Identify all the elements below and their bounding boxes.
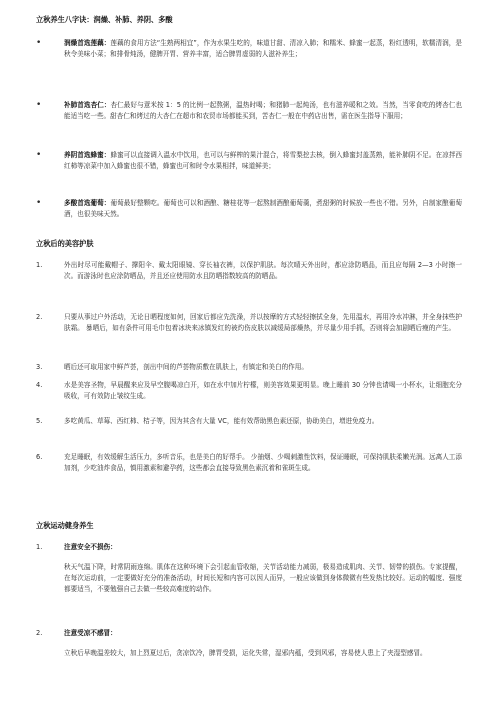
item-text: 水是美容圣物，早晨醒来应及早空腹喝凉白开，如在水中加片柠檬，则美容效果更明显。晚上睡前 30 分钟也请喝一小杯水，让细胞充分吸收，可有效防止皱纹生成。 [64,381,462,401]
item-number: 2. [36,629,43,637]
item-number: 1. [36,261,43,269]
section-title-autumn-tips: 立秋养生八字诀：润燥、补肺、养阴、多酸 [36,15,173,24]
list-item [36,452,462,474]
list-item [36,100,462,122]
item-text: 多吃黄瓜、草莓、西红柿、桔子等，因为其含有大量 VC，能有效帮助黑色素还原，协助美白，增进免疫力。 [64,417,379,425]
item-number: 1. [36,543,43,551]
list-item [36,150,462,172]
item-text: 葡萄最好整颗吃。葡萄也可以和酒酿、糖桂花等一起熬制酒酿葡萄羹，煮甜粥的时候放一些也不错。另外，自制家酿葡萄酒，也很美味天然。 [64,199,463,219]
item-text: 莲藕的食用方法“生熟两相宜”，作为水果生吃的，味道甘甜、清凉入肺；和糯米、蜂蜜一起蒸，粉红透明，软糯清润，是秋令美味小菜；和排骨炖汤，健脾开胃、营养丰富，适合脾胃虚弱的人滋补养生； [64,39,462,59]
list-item [36,542,462,553]
section-title-skincare: 立秋后的美容护肤 [36,239,94,248]
item-keyword: 多酸首选葡萄： [64,199,111,207]
bullet-icon: • [36,150,42,160]
bullet-icon: • [36,38,42,48]
item-keyword: 润燥首选莲藕： [64,39,111,47]
item-text: 杏仁最好与薏米按 1：5 的比例一起熬粥，温热时喝；和猪肺一起炖汤，也有滋养暖和之效。当然，当零食吃的烤杏仁也能适当吃一些。甜杏仁和烤过的大杏仁在超市和农贸市场都能买到，苦杏仁一般在中药店出售，需在医生指导下服用； [64,101,462,121]
item-number: 6. [36,453,43,461]
bullet-icon: • [36,198,42,208]
list-item [36,628,462,639]
list-item-body [36,648,462,659]
list-item [36,362,462,373]
item-keyword: 补肺首选杏仁： [64,101,111,109]
item-subtitle: 注意受凉不感冒： [64,629,117,637]
item-text: 秋天气温下降，时常阴雨连绵。肌体在这种环境下会引起血管收缩，关节活动能力减弱，极易造成肌肉、关节、韧带的损伤。专家提醒，在每次运动前，一定要做好充分的准备活动，时间长短和内容可以因人而异，一般应该做到身体微微有些发热比较好。运动的幅度、强度都要适当，不要勉强自己去做一些较高难度的动作。 [64,563,462,594]
item-number: 2. [36,313,43,321]
list-item [36,312,462,334]
list-item [36,380,462,402]
item-text: 立秋后早晚温差较大，加上烈夏过后，贪凉饮冷，脾胃受损，运化失常，湿邪内蕴，受到风邪，容易使人患上了夹湿型感冒。 [64,649,427,657]
list-item [36,198,462,220]
item-number: 5. [36,417,43,425]
list-item [36,38,462,60]
list-item [36,260,462,282]
bullet-icon: • [36,100,42,110]
item-text: 外出时尽可能戴帽子、撑阳伞、戴太阳眼镜、穿长袖衣裤，以保护肌肤。每次晴天外出时，都应涂防晒品，而且应每隔 2—3 小时擦一次。而游泳时也应涂防晒品，并且还应使用防水且防晒指数较高的防晒品。 [64,261,462,281]
item-text: 蜂蜜可以直接调入温水中饮用，也可以与鲜榨的果汁混合，将雪梨挖去核，倒入蜂蜜封盖蒸熟，能补肺阴不足。在凉拌西红柿等凉菜中加入蜂蜜也很不错，蜂蜜也可和时令水果相拌，味道鲜美； [64,151,463,171]
list-item-body [36,562,462,596]
item-text: 充足睡眠，有效缓解生活压力，多听音乐，也是美白的好帮手。 少抽烟、少喝刺激性饮料，保证睡眠，可保持肌肤柔嫩光润。远离人工添加剂，少吃油炸食品，慎用激素和避孕药，这些都会直接导致黑色素沉着和雀斑生成。 [64,453,462,473]
item-number: 4. [36,381,43,389]
section-title-exercise: 立秋运动健身养生 [36,521,94,530]
item-text: 只要从事过户外活动，无论日晒程度如何，回家后都应先洗澡，并以按摩的方式轻轻擦拭全身，先用温水，再用冷水冲淋，并全身抹些护肤霜。 暴晒后，如有条件可用毛巾包着冰块来冰镇发红的被灼伤皮肤以减缓局部燥热，并尽量少用手抓，否则将会加剧晒后瘦的产生。 [64,313,462,333]
item-subtitle: 注意安全不损伤： [64,543,117,551]
item-keyword: 养阴首选蜂蜜： [64,151,111,159]
list-item [36,416,462,427]
item-number: 3. [36,363,43,371]
item-text: 晒后还可取用家中鲜芦荟，剖出中间的芦荟物质敷在肌肤上，有镇定和美白的作用。 [64,363,308,371]
